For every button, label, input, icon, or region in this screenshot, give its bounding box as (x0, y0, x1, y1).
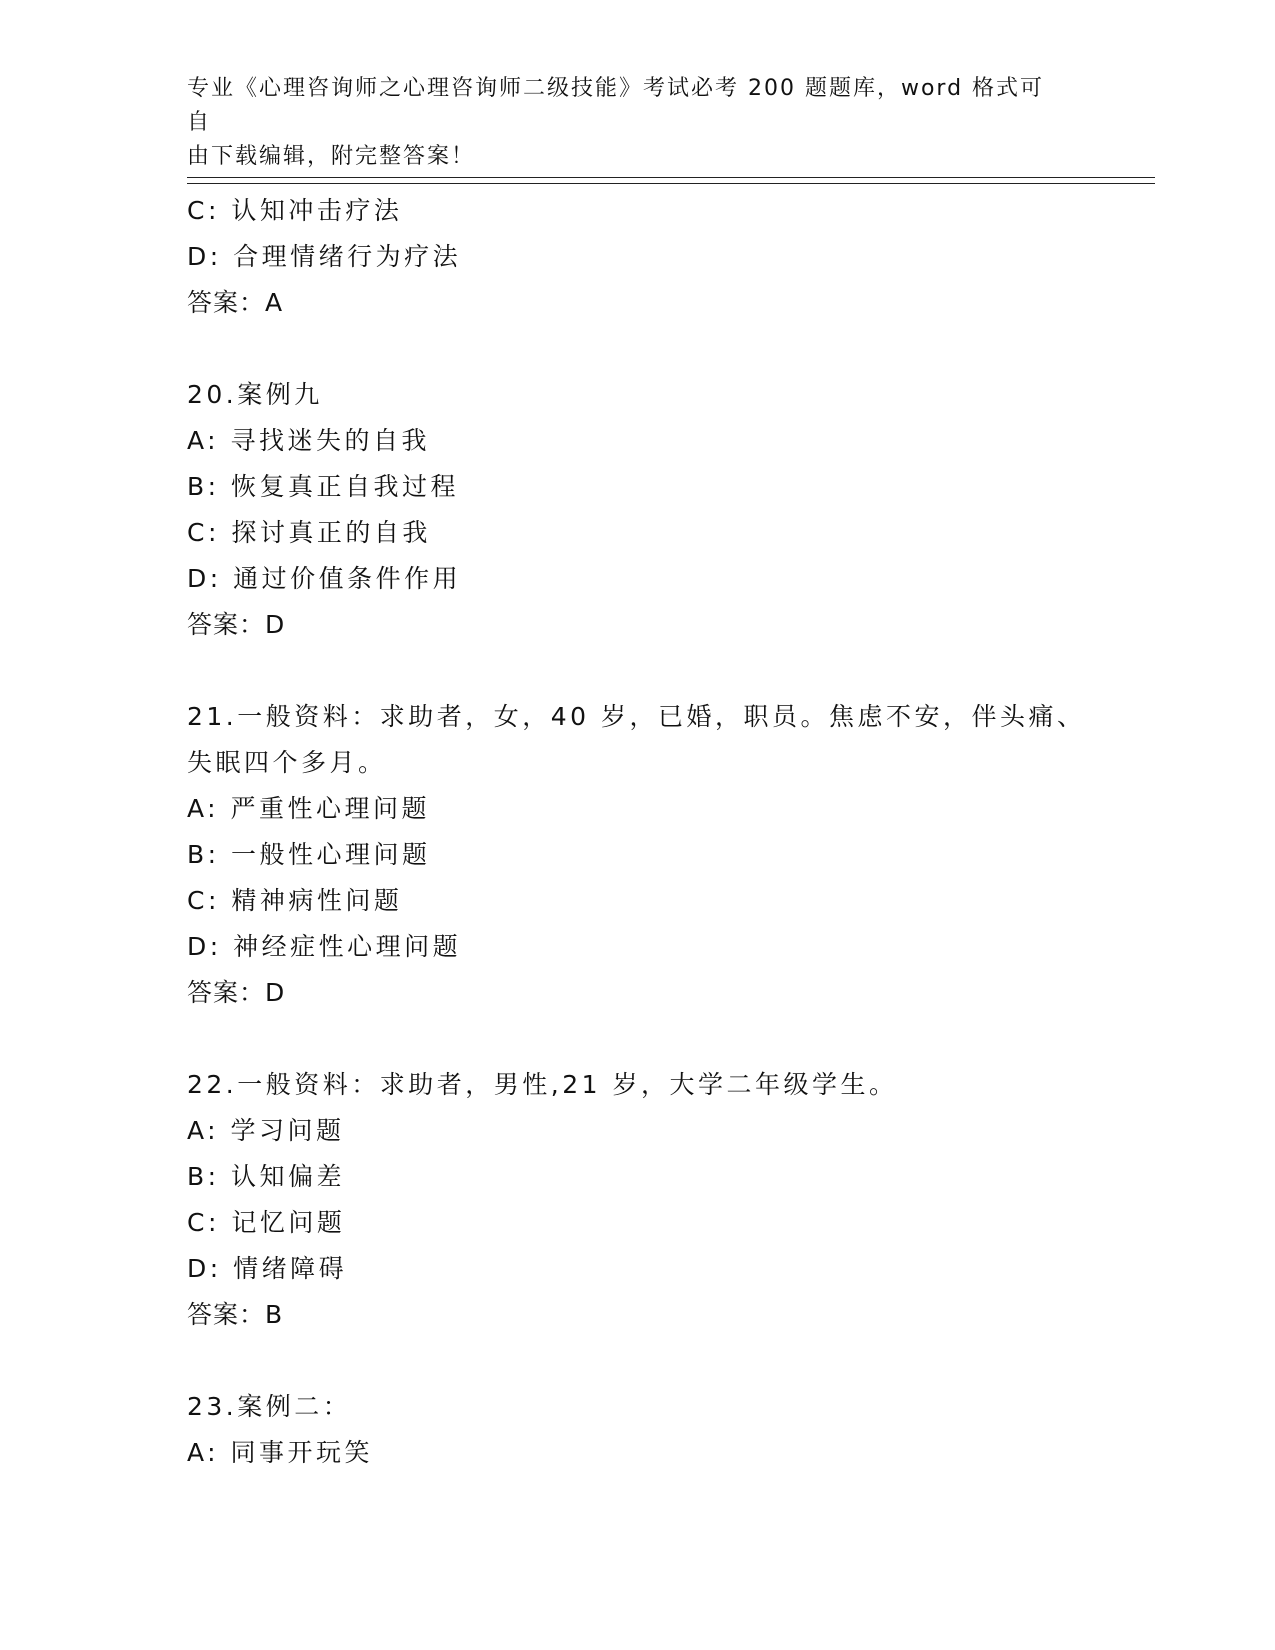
option-d: D: 神经症性心理问题 (187, 932, 462, 961)
option-c: C: 认知冲击疗法 (187, 196, 403, 225)
spacer (187, 1338, 1127, 1384)
question-22 (187, 1062, 1127, 1338)
header-rule-bottom (187, 183, 1155, 184)
option-a: A: 严重性心理问题 (187, 794, 431, 823)
option-d: D: 情绪障碍 (187, 1254, 348, 1283)
answer: 答案：B (187, 1300, 284, 1329)
option-a: A: 学习问题 (187, 1116, 345, 1145)
question-23 (187, 1384, 1127, 1476)
option-d: D: 合理情绪行为疗法 (187, 242, 462, 271)
answer: 答案：A (187, 288, 284, 317)
spacer (187, 648, 1127, 694)
option-d: D: 通过价值条件作用 (187, 564, 462, 593)
option-a: A: 同事开玩笑 (187, 1438, 374, 1467)
spacer (187, 1016, 1127, 1062)
question-stem: 20.案例九 (187, 380, 323, 409)
spacer (187, 326, 1127, 372)
question-stem-line-2: 失眠四个多月。 (187, 748, 387, 777)
document-header (187, 72, 1067, 174)
option-b: B: 恢复真正自我过程 (187, 472, 460, 501)
header-line-2: 由下载编辑，附完整答案！ (187, 144, 476, 169)
question-21 (187, 694, 1127, 1016)
question-stem-line-1: 21.一般资料：求助者，女，40 岁，已婚，职员。焦虑不安，伴头痛、 (187, 702, 1086, 731)
option-c: C: 记忆问题 (187, 1208, 346, 1237)
question-20 (187, 372, 1127, 648)
option-c: C: 精神病性问题 (187, 886, 403, 915)
answer: 答案：D (187, 610, 286, 639)
question-stem: 22.一般资料：求助者，男性,21 岁，大学二年级学生。 (187, 1070, 898, 1099)
question-stem: 23.案例二： (187, 1392, 352, 1421)
partial-question (187, 188, 1127, 326)
header-rule-top (187, 177, 1155, 178)
option-b: B: 一般性心理问题 (187, 840, 431, 869)
question-list (187, 188, 1127, 1476)
option-b: B: 认知偏差 (187, 1162, 346, 1191)
header-line-1: 专业《心理咨询师之心理咨询师二级技能》考试必考 200 题题库，word 格式可自 (187, 76, 1045, 135)
option-a: A: 寻找迷失的自我 (187, 426, 431, 455)
option-c: C: 探讨真正的自我 (187, 518, 431, 547)
answer: 答案：D (187, 978, 286, 1007)
